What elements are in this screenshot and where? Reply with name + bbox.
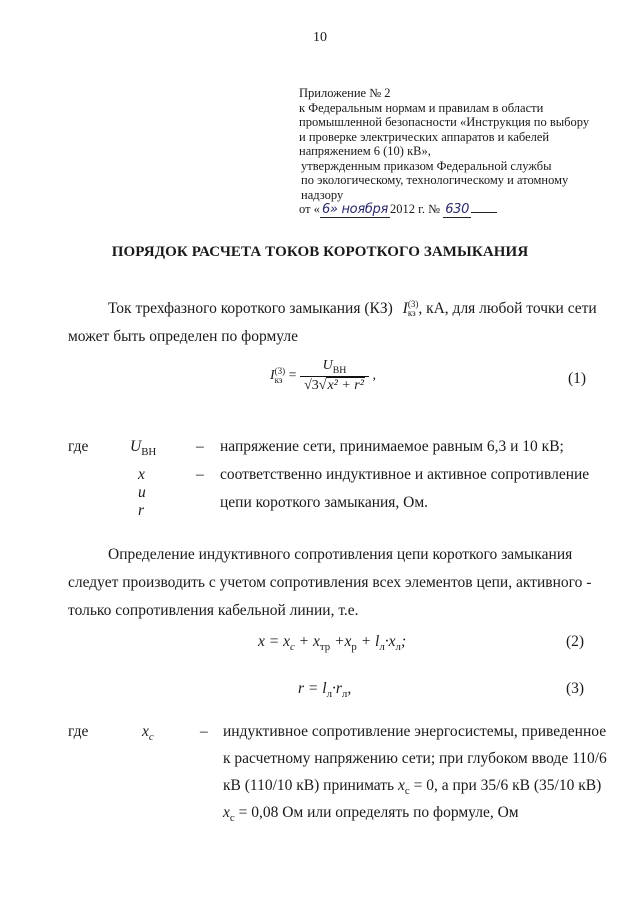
u-definition: напряжение сети, принимаемое равным 6,3 и 10 кВ; <box>220 438 564 455</box>
formula-3: $r = l_л\cdot r_л$, <box>298 680 352 701</box>
formula1-fraction <box>300 358 369 394</box>
xc-definition-line-1: индуктивное сопротивление энергосистемы, приведенное <box>223 723 607 740</box>
order-reference <box>299 202 619 218</box>
para1-text-tail: , кА, для любой точки сети <box>418 300 597 317</box>
paragraph-2-line-3: только сопротивления кабельной линии, т.е. <box>68 602 359 619</box>
paragraph-2-line-1: Определение индуктивного сопротивления цепи короткого замыкания <box>108 546 573 563</box>
paragraph-1-line-2: может быть определен по формуле <box>68 328 298 345</box>
page-title: ПОРЯДОК РАСЧЕТА ТОКОВ КОРОТКОГО ЗАМЫКАНИЯ <box>111 244 529 260</box>
paragraph-2-line-2: следует производить с учетом сопротивления всех элементов цепи, активного - <box>68 574 592 591</box>
equation-number-1: (1) <box>568 370 587 387</box>
u-symbol: $U_{ВН}$ <box>130 438 157 459</box>
order-number-handwritten: 630 <box>445 202 470 217</box>
appendix-line: промышленной безопасности «Инструкция по выбору <box>299 115 590 129</box>
xc-symbol: $x_c$ <box>142 723 154 744</box>
para1-text: Ток трехфазного короткого замыкания (КЗ) <box>108 300 393 317</box>
order-prefix: от « <box>299 202 320 216</box>
formula1-eq: = <box>285 367 301 383</box>
xr-definition-line-1: соответственно индуктивное и активное сопротивление <box>220 466 590 483</box>
appendix-line: утвержденным приказом Федеральной службы <box>301 158 552 173</box>
appendix-line: к Федеральным нормам и правилам в области <box>299 100 544 115</box>
equation-number-3: (3) <box>566 680 585 697</box>
formula1-denominator: √3√x² + r² <box>300 376 369 394</box>
xc-definition-line-4: $x_с = 0,08$ Ом или определять по формуле, Ом <box>223 804 519 825</box>
formula-1 <box>270 358 376 394</box>
formula-2: $x = x_с + x_{тр} +x_р + l_л\cdot x_л$; <box>258 633 407 654</box>
definition-dash: – <box>200 723 208 740</box>
definition-dash: – <box>196 438 204 455</box>
order-date-handwritten: 6» ноября <box>321 202 389 217</box>
where-label: где <box>68 723 89 740</box>
order-year: 2012 г. № <box>390 202 441 216</box>
page-number: 10 <box>313 30 327 45</box>
formula1-lhs: I (3) кз <box>270 365 286 385</box>
appendix-line: по экологическому, технологическому и атомному <box>301 173 569 187</box>
where-label: где <box>68 438 89 455</box>
formula1-tail: , <box>368 367 376 383</box>
definition-dash: – <box>196 466 204 483</box>
appendix-line: надзору <box>301 187 344 202</box>
xr-definition-line-2: цепи короткого замыкания, Ом. <box>220 494 429 511</box>
appendix-line: Приложение № 2 <box>299 86 391 100</box>
formula1-numerator: $U_{ВН}$ <box>322 358 347 376</box>
equation-number-2: (2) <box>566 633 585 650</box>
appendix-header <box>299 86 619 218</box>
current-symbol: I (3) кз <box>402 299 419 319</box>
xr-symbol: x и r <box>138 466 146 519</box>
appendix-line: напряжением 6 (10) кВ», <box>299 144 431 158</box>
xc-definition-line-3: кВ (110/10 кВ) принимать $x_с = 0$, а при 35/6 кВ (35/10 кВ) <box>223 777 602 798</box>
xc-definition-line-2: к расчетному напряжению сети; при глубоком вводе 110/6 <box>223 750 607 767</box>
paragraph-1-line-1 <box>108 295 597 323</box>
appendix-line: и проверке электрических аппаратов и кабелей <box>299 129 550 144</box>
